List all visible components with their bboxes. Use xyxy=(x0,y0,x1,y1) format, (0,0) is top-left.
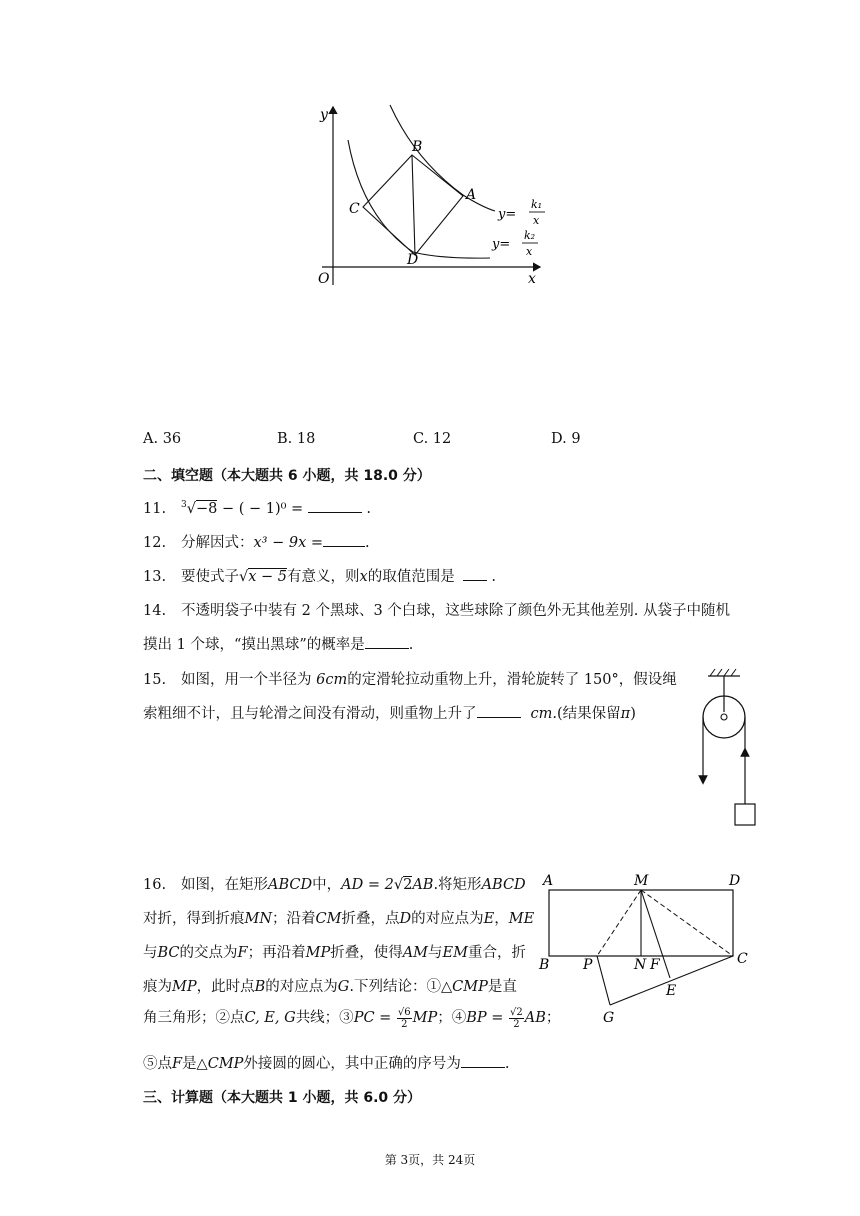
q11-tail: . xyxy=(361,501,372,517)
q13-mid: 有意义，则 xyxy=(287,569,360,585)
svg-text:P: P xyxy=(583,957,593,973)
svg-text:D: D xyxy=(729,873,741,889)
y-label: y xyxy=(320,107,328,123)
q11-root-index: 3 xyxy=(181,500,187,511)
point-b-label: B xyxy=(412,139,423,155)
q14-line1: 不透明袋子中装有 2 个黑球、3 个白球，这些球除了颜色外无其他差别. 从袋子中随机 xyxy=(181,603,730,619)
question-16-line1: 16. 如图，在矩形ABCD中，AD = 2√2AB.将矩形ABCD xyxy=(143,877,526,893)
q15-pi: π xyxy=(620,706,631,722)
question-16-line4: 痕为MP，此时点B的对应点为G.下列结论：①△CMP是直 xyxy=(143,979,517,995)
question-16-line2: 对折，得到折痕MN；沿着CM折叠，点D的对应点为E，ME xyxy=(143,911,535,927)
option-c: C. 12 xyxy=(413,431,452,447)
option-b: B. 18 xyxy=(277,431,316,447)
q11-number: 11. xyxy=(143,501,167,517)
q15-line1a: 如图，用一个半径为 xyxy=(181,672,317,688)
q13-number: 13. xyxy=(143,569,167,585)
diagonal-bd xyxy=(412,155,415,255)
question-15-line1 xyxy=(143,668,677,689)
svg-text:E: E xyxy=(666,983,677,999)
q11-blank xyxy=(308,498,362,513)
question-13: 13. 要使式子√x − 5有意义，则x的取值范围是 . xyxy=(143,565,496,586)
q14-tail: . xyxy=(408,637,414,653)
curve1-label: y= xyxy=(498,207,517,222)
q15-line1b: 的定滑轮拉动重物上升，滑轮旋转了 150°，假设绳 xyxy=(347,672,677,688)
q14-blank xyxy=(365,634,409,649)
curve-k1 xyxy=(390,105,495,211)
q12-pre: 分解因式： xyxy=(181,535,254,551)
q12-number: 12. xyxy=(143,535,167,551)
question-12 xyxy=(143,531,370,552)
q15-line2a: 索粗细不计，且与轮滑之间没有滑动，则重物上升了 xyxy=(143,706,477,722)
weight-box xyxy=(735,804,755,825)
q15-line2c: ) xyxy=(630,706,636,722)
point-d-label: D xyxy=(407,252,419,268)
q15-radius: 6cm xyxy=(316,672,348,688)
q11-radicand: −8 xyxy=(195,501,218,517)
svg-text:A: A xyxy=(543,873,554,889)
q12-expr: x³ − 9x = xyxy=(253,535,324,551)
question-14-line2 xyxy=(143,633,413,654)
q13-var: x xyxy=(359,569,368,585)
q15-blank xyxy=(477,703,521,718)
curve1-den: x xyxy=(533,214,540,227)
page-footer: 第 3页，共 24页 xyxy=(384,1153,476,1167)
section3-title: 三、计算题（本大题共 1 小题，共 6.0 分） xyxy=(143,1090,422,1106)
svg-text:F: F xyxy=(650,957,660,973)
svg-text:M: M xyxy=(634,873,649,889)
question-14-line1 xyxy=(143,599,730,620)
q15-line2b: (结果保留 xyxy=(556,706,621,722)
curve1-num: k₁ xyxy=(531,198,543,211)
q14-number: 14. xyxy=(143,603,167,619)
q12-tail: . xyxy=(365,535,370,551)
point-c-label: C xyxy=(349,201,360,217)
q13-pre: 要使式子 xyxy=(181,569,239,585)
curve2-label: y= xyxy=(492,237,511,252)
option-d: D. 9 xyxy=(551,431,581,447)
q13-post: 的取值范围是 xyxy=(367,569,455,585)
q11-rest: − ( − 1)⁰ = xyxy=(217,501,308,517)
svg-text:B: B xyxy=(539,957,550,973)
question-15-line2 xyxy=(143,702,636,723)
rectangle-fold-figure xyxy=(535,865,760,1025)
question-11: 11. $^3$√−8 − ( − 1)⁰ = . xyxy=(143,498,371,517)
q14-line2: 摸出 1 个球，“摸出黑球”的概率是 xyxy=(143,637,365,653)
o-label: O xyxy=(318,271,330,287)
q15-number: 15. xyxy=(143,672,167,688)
question-16-line5: 角三角形；②点C, E, G共线；③PC = $\frac{√6}{2}$ MP；④BP = $\frac{√2}{2}$ AB； xyxy=(143,1006,561,1030)
q13-blank xyxy=(463,566,487,581)
q13-radicand: x − 5 xyxy=(248,569,288,585)
section2-title: 二、填空题（本大题共 6 小题，共 18.0 分） xyxy=(143,468,431,484)
question-16-line6: ⑤点F是△CMP外接圆的圆心，其中正确的序号为 . xyxy=(143,1052,510,1073)
svg-text:C: C xyxy=(737,951,748,967)
point-a-label: A xyxy=(466,187,477,203)
pulley-figure xyxy=(690,664,760,834)
curve2-num: k₂ xyxy=(524,229,536,242)
curve2-den: x xyxy=(526,245,533,258)
x-label: x xyxy=(528,271,536,287)
option-a: A. 36 xyxy=(143,431,182,447)
q16-number: 16. xyxy=(143,877,167,893)
q16-blank xyxy=(461,1053,505,1068)
q12-blank xyxy=(323,532,365,547)
question-16-line3: 与BC的交点为F；再沿着MP折叠，使得AM与EM重合，折 xyxy=(143,945,526,961)
q15-unit: cm. xyxy=(530,706,557,722)
q13-tail: . xyxy=(486,569,496,585)
svg-text:G: G xyxy=(603,1010,615,1025)
svg-text:N: N xyxy=(634,957,647,973)
hyperbola-figure xyxy=(300,95,570,295)
